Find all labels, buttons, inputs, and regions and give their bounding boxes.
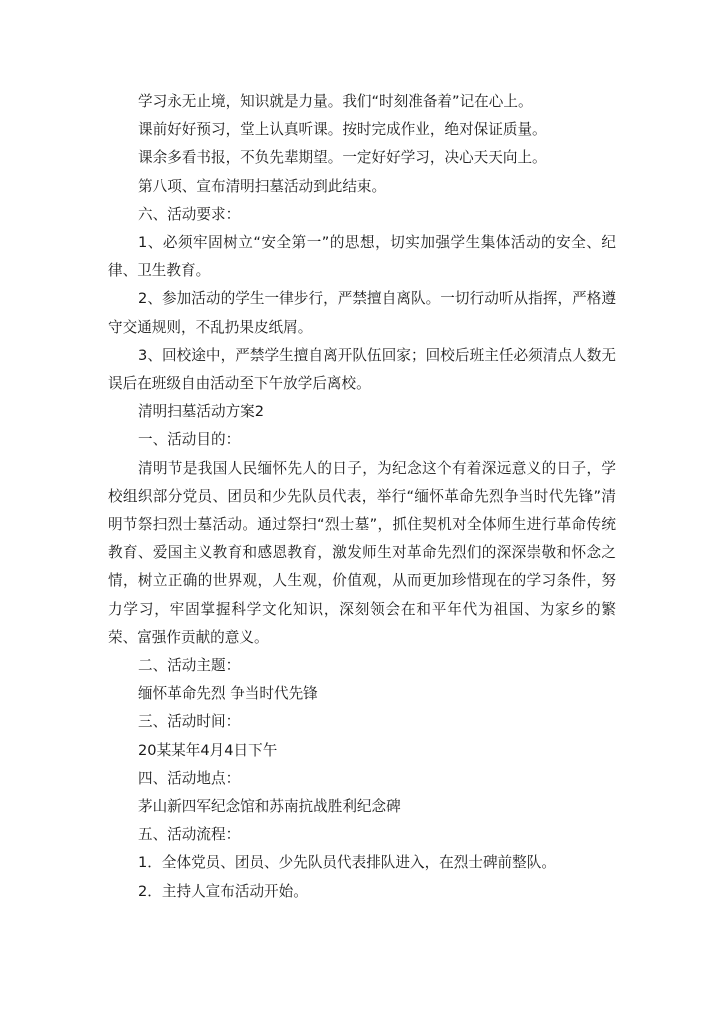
paragraph: 3、回校途中，严禁学生擅自离开队伍回家；回校后班主任必须清点人数无误后在班级自由活动至下午放学后离校。	[108, 346, 616, 393]
list-item: 2．主持人宣布活动开始。	[138, 882, 308, 900]
text-line: 缅怀革命先烈 争当时代先锋	[138, 685, 318, 703]
section-heading: 四、活动地点：	[138, 769, 241, 787]
document-subtitle: 清明扫墓活动方案2	[138, 403, 265, 421]
list-item: 1．全体党员、团员、少先队员代表排队进入，在烈士碑前整队。	[138, 854, 556, 872]
paragraph: 2、参加活动的学生一律步行，严禁擅自离队。一切行动听从指挥，严格遵守交通规则，不乱扔果皮纸屑。	[108, 290, 616, 336]
text-line: 课余多看书报，不负先辈期望。一定好好学习，决心天天向上。	[138, 149, 547, 167]
text-line: 20某某年4月4日下午	[138, 741, 278, 759]
text-line: 课前好好预习，堂上认真听课。按时完成作业，绝对保证质量。	[138, 121, 547, 139]
section-heading: 六、活动要求：	[138, 205, 241, 223]
section-heading: 一、活动目的：	[138, 431, 241, 449]
paragraph: 1、必须牢固树立“安全第一”的思想，切实加强学生集体活动的安全、纪律、卫生教育。	[108, 234, 616, 280]
text-line: 学习永无止境，知识就是力量。我们“时刻准备着”记在心上。	[138, 93, 533, 110]
section-heading: 三、活动时间：	[138, 713, 241, 731]
paragraph: 清明节是我国人民缅怀先人的日子，为纪念这个有着深远意义的日子，学校组织部分党员、团员和少先队员代表，举行“缅怀革命先烈争当时代先锋”清明节祭扫烈士墓活动。通过祭扫“烈士墓”，抓住契机对全体师生进行革命传统教育、爱国主义教育和感恩教育，激发师生对革命先烈们的深深崇敬和怀念之情，树立正确的世界观，人生观，价值观，从而更加珍惜现在的学习条件，努力学习，牢固掌握科学文化知识，深刻领会在和平年代为祖国、为家乡的繁荣、富强作贡献的意义。	[108, 459, 616, 646]
text-line: 第八项、宣布清明扫墓活动到此结束。	[138, 177, 387, 195]
text-line: 茅山新四军纪念馆和苏南抗战胜利纪念碑	[138, 798, 401, 816]
document-body	[108, 88, 616, 906]
section-heading: 二、活动主题：	[138, 657, 241, 675]
section-heading: 五、活动流程：	[138, 826, 241, 844]
